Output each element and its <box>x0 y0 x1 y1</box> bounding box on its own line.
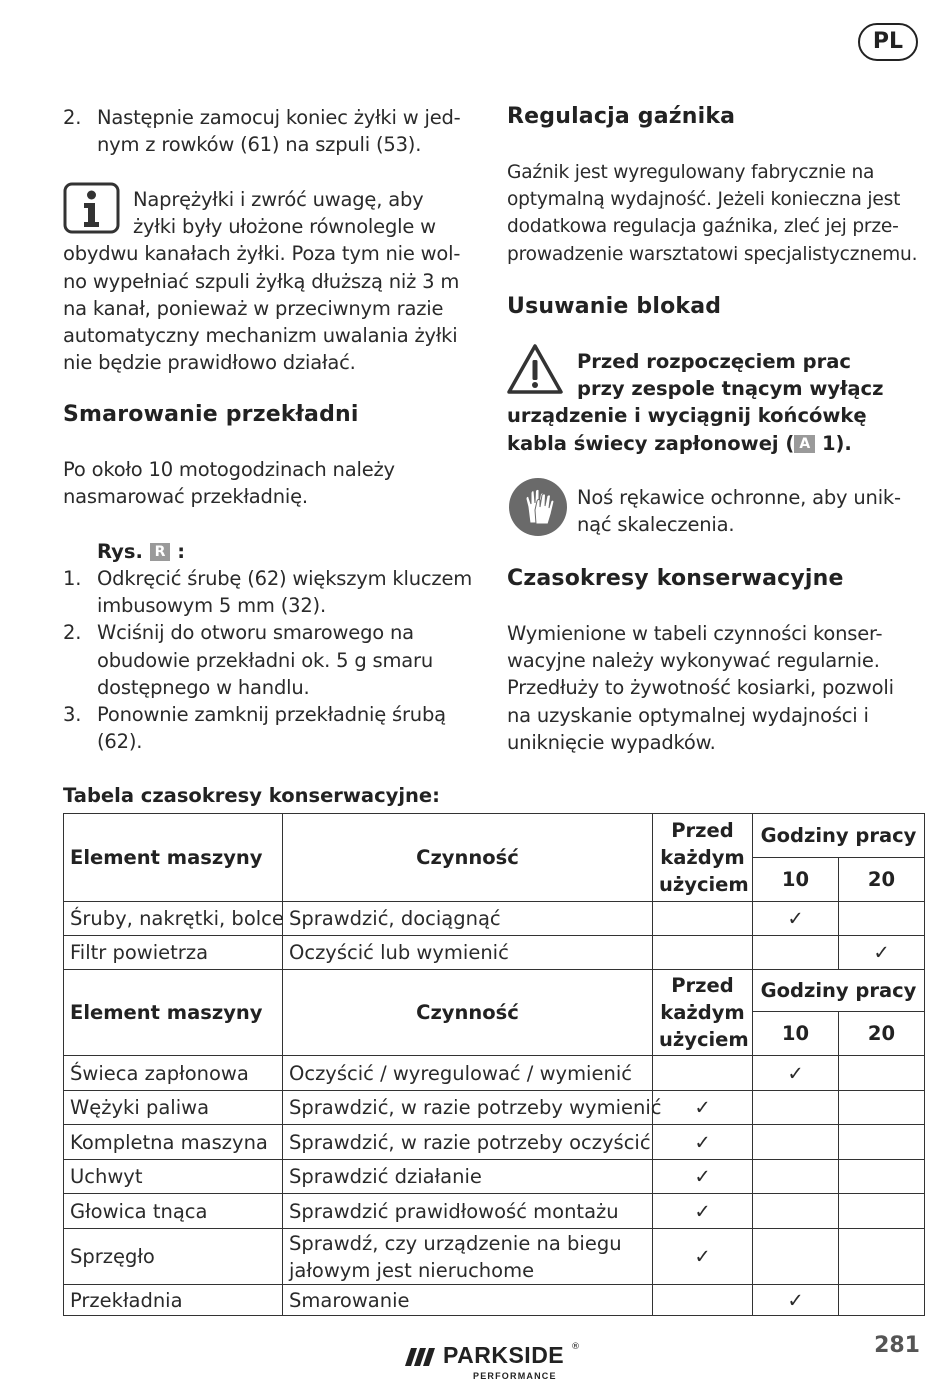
brand-subline: PERFORMANCE <box>473 1371 557 1381</box>
figure-colon: : <box>177 540 186 563</box>
table-row <box>64 936 925 970</box>
header-hours-20: 20 <box>839 1012 925 1056</box>
maintenance-table <box>63 813 925 1316</box>
cell-hours-20 <box>839 1194 925 1229</box>
warning-line: urządzenie i wyciągnij końcówkę <box>507 404 867 428</box>
maintenance-line: uniknięcie wypadków. <box>507 730 716 754</box>
step-number: 3. <box>63 703 82 727</box>
carburetor-line: Gaźnik jest wyregulowany fabrycznie na <box>507 162 875 183</box>
header-before-use: Przed każdym użyciem <box>653 814 753 902</box>
warning-line: przy zespole tnącym wyłącz <box>577 377 884 401</box>
info-line: nie będzie prawidłowo działać. <box>63 351 356 375</box>
step-2-block <box>63 104 483 158</box>
figure-badge: A <box>794 435 815 453</box>
table-row <box>64 902 925 936</box>
cell-hours-10 <box>753 936 839 970</box>
cell-activity: Oczyścić / wyregulować / wymienić <box>283 1056 653 1091</box>
cell-activity: Sprawdzić, w razie potrzeby oczyścić <box>283 1125 653 1160</box>
gloves-icon <box>508 477 568 541</box>
cell-hours-10 <box>753 1229 839 1285</box>
heading-grease: Smarowanie przekładni <box>63 402 359 427</box>
cell-hours-10: ✓ <box>753 902 839 936</box>
cell-hours-20 <box>839 1229 925 1285</box>
cell-activity: Sprawdzić prawidłowość montażu <box>283 1194 653 1229</box>
grease-paragraph <box>63 456 483 510</box>
warning-line: Przed rozpoczęciem prac <box>577 350 851 373</box>
maintenance-line: Przedłuży to żywotność kosiarki, pozwoli <box>507 676 894 700</box>
cell-before-use <box>653 1285 753 1316</box>
gloves-line: Noś rękawice ochronne, aby unik- <box>577 486 901 509</box>
header-hours-20: 20 <box>839 858 925 902</box>
info-line: żyłki były ułożone równolegle w <box>133 215 436 239</box>
step-text-line: Wciśnij do otworu smarowego na <box>97 621 414 645</box>
cell-hours-20: ✓ <box>839 936 925 970</box>
step-number: 2. <box>63 621 82 645</box>
step-text-line: (62). <box>97 730 143 754</box>
table-row <box>64 1091 925 1125</box>
cell-before-use <box>653 1056 753 1091</box>
cell-before-use: ✓ <box>653 1125 753 1160</box>
language-badge: PL <box>858 23 918 61</box>
step-text-line: Ponownie zamknij przekładnię śrubą <box>97 703 446 727</box>
cell-before-use: ✓ <box>653 1091 753 1125</box>
cell-hours-20 <box>839 1285 925 1316</box>
info-paragraph <box>63 186 483 376</box>
gloves-line: nąć skaleczenia. <box>577 513 735 537</box>
info-line: na kanał, ponieważ w przeciwnym razie <box>63 296 444 320</box>
step-text-line: obudowie przekładni ok. 5 g smaru <box>97 648 433 672</box>
cell-activity: Smarowanie <box>283 1285 653 1316</box>
maintenance-line: na uzyskanie optymalnej wydajności i <box>507 703 869 727</box>
table-title: Tabela czasokresy konserwacyjne: <box>63 784 440 807</box>
cell-element: Sprzęgło <box>64 1229 283 1285</box>
cell-before-use: ✓ <box>653 1229 753 1285</box>
header-before-use: Przed każdym użyciem <box>653 970 753 1056</box>
cell-hours-10 <box>753 1194 839 1229</box>
header-element: Element maszyny <box>64 970 283 1056</box>
cell-before-use: ✓ <box>653 1194 753 1229</box>
warning-paragraph <box>507 348 927 457</box>
cell-activity: Sprawdzić, w razie potrzeby wymienić <box>283 1091 653 1125</box>
figure-label: Rys. <box>97 540 143 563</box>
cell-element: Głowica tnąca <box>64 1194 283 1229</box>
header-activity: Czynność <box>283 970 653 1056</box>
warning-text: 1). <box>815 431 852 455</box>
cell-activity: Oczyścić lub wymienić <box>283 936 653 970</box>
step-text-line: Następnie zamocuj koniec żyłki w jed- <box>97 106 461 129</box>
header-activity: Czynność <box>283 814 653 902</box>
grease-line: nasmarować przekładnię. <box>63 485 308 509</box>
cell-hours-10 <box>753 1160 839 1194</box>
info-line: Naprężyłki i zwróć uwagę, aby <box>133 188 424 211</box>
cell-element: Śruby, nakrętki, bolce <box>64 902 283 936</box>
header-operating-hours: Godziny pracy <box>753 970 925 1012</box>
warning-line-last <box>507 430 927 457</box>
cell-before-use: ✓ <box>653 1160 753 1194</box>
info-line: automatyczny mechanizm uwalania żyłki <box>63 324 458 348</box>
header-hours-10: 10 <box>753 1012 839 1056</box>
step-number: 1. <box>63 567 82 590</box>
cell-hours-10: ✓ <box>753 1056 839 1091</box>
warning-text: kabla świecy zapłonowej ( <box>507 431 795 455</box>
cell-element: Uchwyt <box>64 1160 283 1194</box>
brand-registered: ® <box>571 1342 580 1352</box>
cell-hours-10 <box>753 1125 839 1160</box>
cell-before-use <box>653 902 753 936</box>
carburetor-paragraph <box>507 159 927 268</box>
heading-maintenance: Czasokresy konserwacyjne <box>507 566 844 591</box>
cell-element: Wężyki paliwa <box>64 1091 283 1125</box>
maintenance-line: Wymienione w tabeli czynności konser- <box>507 622 883 645</box>
carburetor-line: dodatkowa regulacja gaźnika, zleć jej prze- <box>507 216 899 238</box>
grease-steps <box>63 565 493 755</box>
cell-hours-20 <box>839 1160 925 1194</box>
cell-element: Przekładnia <box>64 1285 283 1316</box>
table-row <box>64 1160 925 1194</box>
table-row <box>64 1125 925 1160</box>
table-row <box>64 1194 925 1229</box>
step-text-line: nym z rowków (61) na szpuli (53). <box>97 133 422 157</box>
header-operating-hours: Godziny pracy <box>753 814 925 858</box>
cell-hours-20 <box>839 1091 925 1125</box>
table-row <box>64 1229 925 1285</box>
cell-hours-20 <box>839 902 925 936</box>
step-text-line: imbusowym 5 mm (32). <box>97 594 326 618</box>
info-line: no wypełniać szpuli żyłką dłuższą niż 3 m <box>63 269 460 293</box>
cell-element: Świeca zapłonowa <box>64 1056 283 1091</box>
parkside-slashes-icon <box>405 1348 435 1366</box>
header-element: Element maszyny <box>64 814 283 902</box>
grease-line: Po około 10 motogodzinach należy <box>63 458 395 481</box>
gloves-paragraph <box>577 484 927 538</box>
step-number: 2. <box>63 106 82 129</box>
table-row <box>64 1285 925 1316</box>
step-text-line: dostępnego w handlu. <box>97 675 310 699</box>
table-row <box>64 1056 925 1091</box>
maintenance-line: wacyjne należy wykonywać regularnie. <box>507 649 880 673</box>
figure-badge: R <box>150 543 171 561</box>
cell-activity: Sprawdzić, dociągnąć <box>283 902 653 936</box>
figure-reference <box>97 538 185 565</box>
heading-blockages: Usuwanie blokad <box>507 294 722 319</box>
brand-logo <box>405 1344 580 1384</box>
maintenance-paragraph <box>507 620 927 756</box>
cell-activity: Sprawdzić działanie <box>283 1160 653 1194</box>
carburetor-line: prowadzenie warsztatowi specjalistycznemu. <box>507 243 918 265</box>
step-text-line: Odkręcić śrubę (62) większym kluczem <box>97 567 473 590</box>
info-line: obydwu kanałach żyłki. Poza tym nie wol- <box>63 242 461 266</box>
brand-name: PARKSIDE <box>443 1342 565 1368</box>
cell-hours-20 <box>839 1125 925 1160</box>
cell-element: Kompletna maszyna <box>64 1125 283 1160</box>
header-hours-10: 10 <box>753 858 839 902</box>
page-number: 281 <box>874 1333 920 1358</box>
cell-before-use <box>653 936 753 970</box>
heading-carburetor: Regulacja gaźnika <box>507 104 736 129</box>
cell-activity: Sprawdź, czy urządzenie na biegu jałowym jest nieruchome <box>283 1229 653 1285</box>
cell-hours-10: ✓ <box>753 1285 839 1316</box>
cell-element: Filtr powietrza <box>64 936 283 970</box>
cell-hours-10 <box>753 1091 839 1125</box>
carburetor-line: optymalną wydajność. Jeżeli konieczna jest <box>507 189 901 211</box>
cell-hours-20 <box>839 1056 925 1091</box>
